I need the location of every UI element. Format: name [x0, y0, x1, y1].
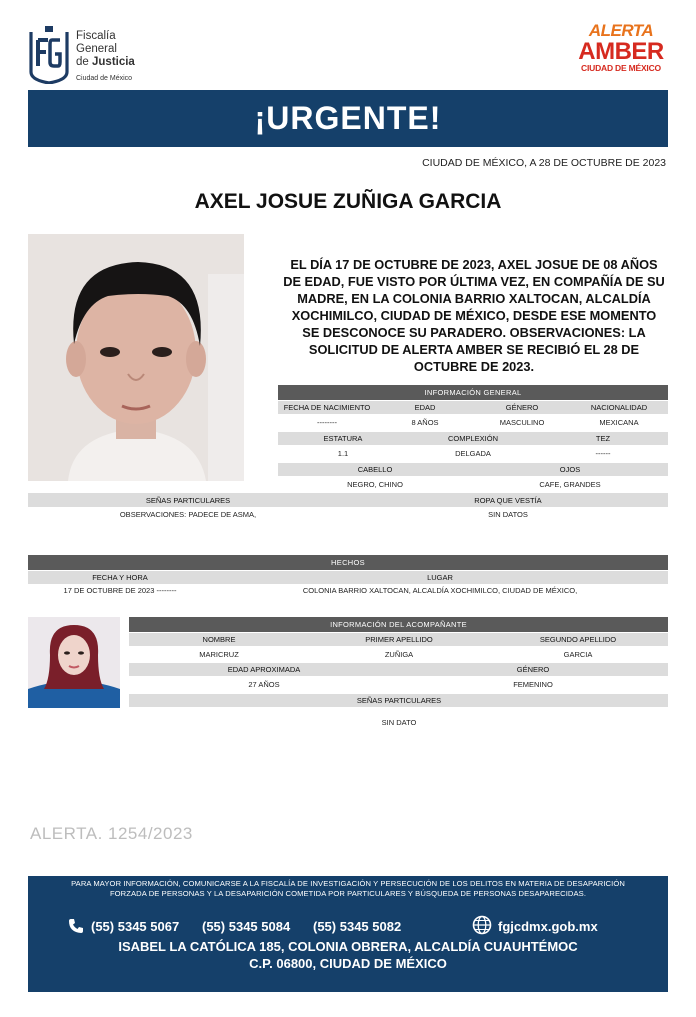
footer: [28, 876, 668, 992]
facts-header: HECHOS: [28, 555, 668, 570]
phone-number-3[interactable]: (55) 5345 5082: [313, 919, 402, 934]
missing-person-photo: [28, 234, 244, 481]
companion-values-row3: [129, 716, 668, 729]
value-clothing: SIN DATOS: [488, 510, 528, 519]
general-info-labels-row2: [278, 432, 668, 445]
label-companion-gender: GÉNERO: [516, 665, 550, 674]
value-nationality: MEXICANA: [599, 418, 639, 427]
fgj-logo: [28, 26, 188, 86]
agency-line1: Fiscalía: [76, 30, 116, 42]
address-line2: C.P. 06800, CIUDAD DE MÉXICO: [249, 956, 447, 971]
agency-line3-bold: Justicia: [92, 56, 135, 68]
fgj-emblem-icon: [28, 26, 70, 84]
companion-header: INFORMACIÓN DEL ACOMPAÑANTE: [129, 617, 668, 632]
value-hair: NEGRO, CHINO: [347, 480, 403, 489]
amber-line2: AMBER: [578, 38, 664, 65]
label-clothing: ROPA QUE VESTÍA: [474, 495, 542, 505]
companion-portrait-image: [28, 617, 120, 708]
facts-labels: [28, 571, 668, 584]
value-companion-name: MARICRUZ: [199, 650, 239, 659]
agency-line3-prefix: de: [76, 56, 89, 68]
label-companion-first-surname: PRIMER APELLIDO: [365, 635, 433, 644]
phone-number-2[interactable]: (55) 5345 5084: [202, 919, 291, 934]
amber-alert-logo: [572, 22, 670, 86]
facts-values: [28, 584, 668, 597]
companion-values-row2: [129, 678, 668, 691]
date-line: CIUDAD DE MÉXICO, A 28 DE OCTUBRE DE 2023: [422, 157, 666, 169]
label-build: COMPLEXIÓN: [447, 434, 499, 443]
missing-person-name: AXEL JOSUE ZUÑIGA GARCIA: [194, 190, 502, 213]
amber-line1: ALERTA: [588, 21, 654, 40]
agency-sub: Ciudad de México: [76, 75, 133, 82]
agency-line2: General: [76, 43, 117, 55]
footer-info-line1: PARA MAYOR INFORMACIÓN, COMUNICARSE A LA FISCALÍA DE INVESTIGACIÓN Y PERSECUCIÓN DE LOS DELITOS EN MATERIA DE DESAPARICIÓN: [71, 879, 625, 888]
general-info-labels-row4: [28, 493, 668, 507]
label-gender: GÉNERO: [505, 403, 539, 412]
label-height: ESTATURA: [323, 434, 363, 443]
companion-photo: [28, 617, 120, 708]
value-complexion: ------: [595, 449, 611, 458]
phone-number-1[interactable]: (55) 5345 5067: [91, 919, 180, 934]
value-companion-age: 27 AÑOS: [248, 680, 280, 689]
footer-info-line2: FORZADA DE PERSONAS Y LA DESAPARICIÓN COMETIDA POR PARTICULARES Y BÚSQUEDA DE PERSONAS DESAPARECIDAS.: [109, 889, 587, 898]
value-companion-gender: FEMENINO: [513, 680, 553, 689]
value-companion-second-surname: GARCIA: [563, 650, 593, 659]
label-distinguishing-marks: SEÑAS PARTICULARES: [145, 495, 231, 505]
value-place: COLONIA BARRIO XALTOCAN, ALCALDÍA XOCHIMILCO, CIUDAD DE MÉXICO,: [302, 586, 578, 595]
amber-line3: CIUDAD DE MÉXICO: [581, 63, 661, 73]
companion-values-row1: [129, 648, 668, 661]
website-link[interactable]: fgjcdmx.gob.mx: [498, 919, 598, 934]
globe-icon: [472, 915, 492, 935]
label-hair: CABELLO: [357, 465, 393, 474]
general-info-labels-row1: [278, 401, 668, 414]
value-birthdate: --------: [317, 418, 337, 427]
label-age: EDAD: [414, 403, 436, 412]
label-complexion: TEZ: [595, 434, 611, 443]
label-nationality: NACIONALIDAD: [590, 403, 648, 412]
companion-labels-row1: [129, 633, 668, 646]
general-info-values-row2: [278, 447, 668, 460]
value-date-time: 17 DE OCTUBRE DE 2023 --------: [63, 586, 177, 595]
general-info-labels-row3: [278, 463, 668, 476]
value-gender: MASCULINO: [499, 418, 545, 427]
label-birthdate: FECHA DE NACIMIENTO: [283, 403, 371, 412]
general-info-values-row3: [278, 478, 668, 491]
address-line1: ISABEL LA CATÓLICA 185, COLONIA OBRERA, ALCALDÍA CUAUHTÉMOC: [118, 939, 578, 954]
portrait-image: [28, 234, 244, 481]
general-info-values-row1: [278, 416, 668, 429]
companion-labels-row3: [129, 694, 668, 707]
general-info-values-row4: [28, 508, 668, 521]
companion-labels-row2: [129, 663, 668, 676]
case-description: EL DÍA 17 DE OCTUBRE DE 2023, AXEL JOSUE DE 08 AÑOS DE EDAD, FUE VISTO POR ÚLTIMA VEZ, EN COMPAÑÍA DE SU MADRE, EN LA COLONIA BARRIO XALTOCAN, ALCALDÍA XOCHIMILCO, CIUDAD DE MÉXICO, DESDE ESE MOMENTO SE DESCONOCE SU PARADERO. OBSERVACIONES: LA SOLICITUD DE ALERTA AMBER SE RECIBIÓ EL 28 DE OCTUBRE DE 2023.: [283, 257, 665, 374]
value-height: 1.1: [337, 449, 349, 458]
urgent-banner: ¡URGENTE!: [28, 90, 668, 147]
footer-info: [28, 879, 668, 899]
value-distinguishing-marks: OBSERVACIONES: PADECE DE ASMA,: [119, 510, 257, 519]
label-companion-age: EDAD APROXIMADA: [227, 665, 301, 674]
label-date-time: FECHA Y HORA: [92, 573, 148, 582]
phone-icon: [68, 918, 84, 934]
label-companion-second-surname: SEGUNDO APELLIDO: [539, 635, 617, 644]
value-companion-first-surname: ZUÑIGA: [384, 650, 414, 659]
general-info-header: INFORMACIÓN GENERAL: [278, 385, 668, 400]
value-age: 8 AÑOS: [411, 418, 439, 427]
label-place: LUGAR: [427, 573, 453, 582]
value-eyes: CAFE, GRANDES: [539, 480, 601, 489]
label-eyes: OJOS: [559, 465, 581, 474]
value-build: DELGADA: [455, 449, 491, 458]
alert-code: ALERTA. 1254/2023: [30, 824, 193, 843]
label-companion-marks: SEÑAS PARTICULARES: [356, 696, 442, 705]
value-companion-marks: SIN DATO: [381, 718, 417, 727]
footer-address: [28, 938, 668, 972]
label-companion-name: NOMBRE: [202, 635, 236, 644]
